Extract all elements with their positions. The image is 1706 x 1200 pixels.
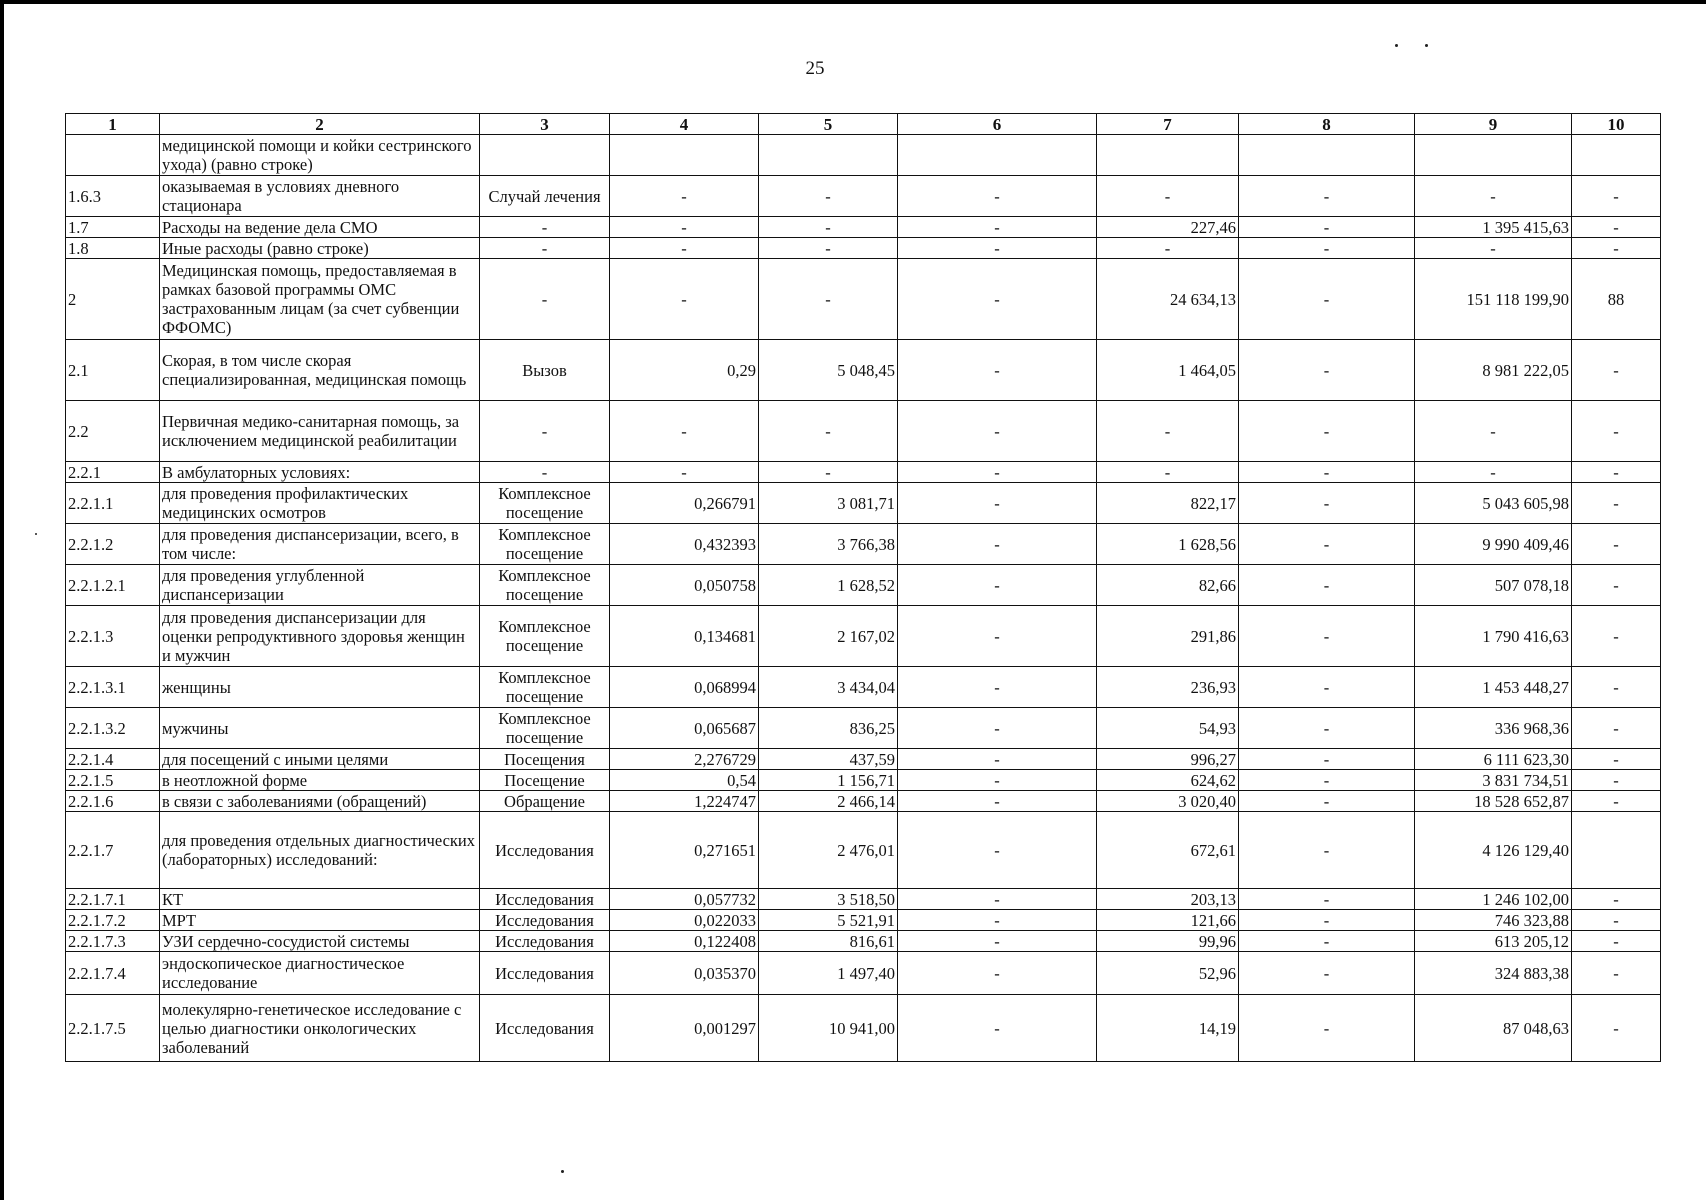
col-8-value: - [1239,708,1415,749]
report-table [65,113,1661,1062]
table-row [66,667,1661,708]
col-6-value: - [898,401,1097,462]
scan-speck [35,533,37,535]
col-4-value: 0,266791 [610,483,759,524]
table-row [66,217,1661,238]
row-code: 2.2.1.2.1 [66,565,160,606]
col-5-value: 1 628,52 [759,565,898,606]
unit-of-measure: - [480,462,610,483]
col-9-value: 613 205,12 [1415,931,1572,952]
col-8-value: - [1239,176,1415,217]
col-5-value: - [759,217,898,238]
row-code: 2.2.1.7.2 [66,910,160,931]
col-5-value: - [759,259,898,340]
col-6-value [898,135,1097,176]
row-code: 1.8 [66,238,160,259]
column-header: 2 [160,114,480,135]
table-row [66,708,1661,749]
col-7-value: 1 628,56 [1097,524,1239,565]
col-9-value: 151 118 199,90 [1415,259,1572,340]
col-4-value: 0,29 [610,340,759,401]
column-header: 6 [898,114,1097,135]
col-9-value: 9 990 409,46 [1415,524,1572,565]
col-8-value: - [1239,565,1415,606]
col-10-value: - [1572,749,1661,770]
table-row [66,135,1661,176]
row-code: 2.2.1 [66,462,160,483]
row-code: 2.2.1.3 [66,606,160,667]
col-5-value: 3 518,50 [759,889,898,910]
row-code: 2.2.1.7.5 [66,995,160,1062]
col-4-value: 0,122408 [610,931,759,952]
col-4-value [610,135,759,176]
col-8-value: - [1239,340,1415,401]
col-5-value: - [759,238,898,259]
unit-of-measure [480,135,610,176]
col-8-value: - [1239,749,1415,770]
col-4-value: 0,271651 [610,812,759,889]
table-row [66,812,1661,889]
col-8-value: - [1239,889,1415,910]
col-4-value: - [610,217,759,238]
col-8-value: - [1239,910,1415,931]
col-5-value: 2 167,02 [759,606,898,667]
column-header: 5 [759,114,898,135]
col-9-value: 1 790 416,63 [1415,606,1572,667]
col-6-value: - [898,667,1097,708]
col-5-value: 2 466,14 [759,791,898,812]
scan-speck [1395,44,1398,47]
col-10-value: - [1572,176,1661,217]
col-4-value: 0,432393 [610,524,759,565]
row-code: 2.1 [66,340,160,401]
col-4-value: - [610,238,759,259]
table-row [66,462,1661,483]
table-row [66,749,1661,770]
col-4-value: - [610,462,759,483]
col-9-value: 507 078,18 [1415,565,1572,606]
col-10-value: - [1572,524,1661,565]
unit-of-measure: Комплексное посещение [480,524,610,565]
row-code: 1.6.3 [66,176,160,217]
table-row [66,889,1661,910]
col-5-value: 836,25 [759,708,898,749]
col-5-value: 5 048,45 [759,340,898,401]
col-4-value: 2,276729 [610,749,759,770]
column-header: 7 [1097,114,1239,135]
col-4-value: 0,001297 [610,995,759,1062]
table-row [66,401,1661,462]
row-name: КТ [160,889,480,910]
col-6-value: - [898,340,1097,401]
col-6-value: - [898,217,1097,238]
unit-of-measure: Случай лечения [480,176,610,217]
unit-of-measure: Комплексное посещение [480,708,610,749]
col-7-value: 121,66 [1097,910,1239,931]
col-7-value: 672,61 [1097,812,1239,889]
col-8-value: - [1239,524,1415,565]
table-row [66,791,1661,812]
row-code: 2.2.1.6 [66,791,160,812]
col-8-value: - [1239,259,1415,340]
col-6-value: - [898,889,1097,910]
column-header: 8 [1239,114,1415,135]
col-4-value: - [610,176,759,217]
col-10-value: - [1572,565,1661,606]
col-8-value: - [1239,995,1415,1062]
row-code: 2.2.1.1 [66,483,160,524]
row-name: оказываемая в условиях дневного стационара [160,176,480,217]
col-10-value: - [1572,791,1661,812]
row-name: УЗИ сердечно-сосудистой системы [160,931,480,952]
row-name: Медицинская помощь, предоставляемая в рамках базовой программы ОМС застрахованным лицам (за счет субвенции ФФОМС) [160,259,480,340]
col-10-value: - [1572,217,1661,238]
col-8-value: - [1239,462,1415,483]
col-10-value: - [1572,952,1661,995]
col-6-value: - [898,606,1097,667]
unit-of-measure: - [480,259,610,340]
col-10-value: - [1572,462,1661,483]
col-5-value: - [759,401,898,462]
table-row [66,931,1661,952]
col-4-value: 0,057732 [610,889,759,910]
column-header: 3 [480,114,610,135]
col-8-value: - [1239,217,1415,238]
col-9-value: 4 126 129,40 [1415,812,1572,889]
col-9-value: 6 111 623,30 [1415,749,1572,770]
col-10-value: - [1572,401,1661,462]
row-code: 2.2.1.7.3 [66,931,160,952]
row-code: 2.2.1.4 [66,749,160,770]
col-4-value: 0,54 [610,770,759,791]
col-10-value: - [1572,667,1661,708]
scan-speck [1425,44,1428,47]
table-row [66,340,1661,401]
row-code: 2.2.1.5 [66,770,160,791]
col-9-value: 87 048,63 [1415,995,1572,1062]
row-name: для проведения углубленной диспансеризации [160,565,480,606]
col-6-value: - [898,770,1097,791]
col-5-value: 816,61 [759,931,898,952]
col-10-value: - [1572,483,1661,524]
col-4-value: 0,050758 [610,565,759,606]
table-row [66,483,1661,524]
row-name: эндоскопическое диагностическое исследование [160,952,480,995]
unit-of-measure: - [480,217,610,238]
col-7-value: 227,46 [1097,217,1239,238]
row-code: 2.2.1.7.1 [66,889,160,910]
col-7-value: 291,86 [1097,606,1239,667]
col-6-value: - [898,238,1097,259]
col-7-value: 236,93 [1097,667,1239,708]
col-5-value: 5 521,91 [759,910,898,931]
unit-of-measure: Комплексное посещение [480,565,610,606]
col-8-value [1239,135,1415,176]
col-6-value: - [898,565,1097,606]
col-9-value [1415,135,1572,176]
unit-of-measure: Обращение [480,791,610,812]
row-name: мужчины [160,708,480,749]
col-8-value: - [1239,606,1415,667]
col-8-value: - [1239,483,1415,524]
row-name: медицинской помощи и койки сестринского ухода) (равно строке) [160,135,480,176]
col-10-value: - [1572,708,1661,749]
table-row [66,524,1661,565]
row-code: 2.2.1.3.2 [66,708,160,749]
col-8-value: - [1239,667,1415,708]
col-6-value: - [898,259,1097,340]
col-7-value: 52,96 [1097,952,1239,995]
table-row [66,995,1661,1062]
col-9-value: 336 968,36 [1415,708,1572,749]
row-code: 2.2.1.3.1 [66,667,160,708]
col-7-value: 24 634,13 [1097,259,1239,340]
col-4-value: 0,022033 [610,910,759,931]
unit-of-measure: Посещения [480,749,610,770]
col-8-value: - [1239,952,1415,995]
column-header: 4 [610,114,759,135]
col-6-value: - [898,931,1097,952]
col-4-value: 0,134681 [610,606,759,667]
col-7-value: 203,13 [1097,889,1239,910]
row-name: для проведения отдельных диагностических (лабораторных) исследований: [160,812,480,889]
col-4-value: 1,224747 [610,791,759,812]
col-7-value: 3 020,40 [1097,791,1239,812]
col-7-value [1097,135,1239,176]
table-body [66,135,1661,1062]
row-name: для посещений с иными целями [160,749,480,770]
col-7-value: 1 464,05 [1097,340,1239,401]
col-9-value: 1 395 415,63 [1415,217,1572,238]
col-10-value: - [1572,889,1661,910]
col-5-value: 3 766,38 [759,524,898,565]
col-7-value: - [1097,238,1239,259]
row-name: В амбулаторных условиях: [160,462,480,483]
col-9-value: 18 528 652,87 [1415,791,1572,812]
row-code: 2.2.1.7.4 [66,952,160,995]
col-9-value: 3 831 734,51 [1415,770,1572,791]
row-code: 2.2.1.7 [66,812,160,889]
col-5-value: 437,59 [759,749,898,770]
unit-of-measure: - [480,401,610,462]
col-8-value: - [1239,401,1415,462]
col-6-value: - [898,791,1097,812]
col-5-value: 1 497,40 [759,952,898,995]
col-6-value: - [898,462,1097,483]
unit-of-measure: Исследования [480,910,610,931]
header-row [66,114,1661,135]
unit-of-measure: Исследования [480,812,610,889]
table-row [66,176,1661,217]
col-6-value: - [898,995,1097,1062]
col-5-value: 3 434,04 [759,667,898,708]
column-header: 9 [1415,114,1572,135]
unit-of-measure: Исследования [480,952,610,995]
col-4-value: 0,035370 [610,952,759,995]
col-7-value: 996,27 [1097,749,1239,770]
col-9-value: 1 453 448,27 [1415,667,1572,708]
unit-of-measure: Исследования [480,889,610,910]
col-8-value: - [1239,812,1415,889]
col-4-value: 0,065687 [610,708,759,749]
unit-of-measure: Комплексное посещение [480,483,610,524]
col-7-value: 624,62 [1097,770,1239,791]
column-header: 1 [66,114,160,135]
col-9-value: - [1415,401,1572,462]
unit-of-measure: Исследования [480,995,610,1062]
page-number: 25 [805,58,825,79]
col-7-value: - [1097,176,1239,217]
col-5-value: 10 941,00 [759,995,898,1062]
row-name: Первичная медико-санитарная помощь, за исключением медицинской реабилитации [160,401,480,462]
row-name: для проведения диспансеризации для оценки репродуктивного здоровья женщин и мужчин [160,606,480,667]
col-5-value: 2 476,01 [759,812,898,889]
col-4-value: - [610,401,759,462]
col-10-value: - [1572,995,1661,1062]
col-5-value: - [759,176,898,217]
col-10-value: - [1572,238,1661,259]
table-row [66,770,1661,791]
col-10-value: - [1572,340,1661,401]
scan-speck [561,1170,564,1173]
col-10-value: - [1572,910,1661,931]
col-10-value: - [1572,606,1661,667]
col-7-value: - [1097,401,1239,462]
unit-of-measure: Комплексное посещение [480,667,610,708]
col-5-value: - [759,462,898,483]
col-6-value: - [898,176,1097,217]
row-name: Расходы на ведение дела СМО [160,217,480,238]
col-9-value: - [1415,238,1572,259]
row-name: молекулярно-генетическое исследование с целью диагностики онкологических заболеваний [160,995,480,1062]
row-code [66,135,160,176]
col-10-value: - [1572,770,1661,791]
col-9-value: 5 043 605,98 [1415,483,1572,524]
col-8-value: - [1239,238,1415,259]
row-name: для проведения диспансеризации, всего, в том числе: [160,524,480,565]
col-6-value: - [898,483,1097,524]
col-7-value: 822,17 [1097,483,1239,524]
row-name: Скорая, в том числе скорая специализированная, медицинская помощь [160,340,480,401]
row-name: МРТ [160,910,480,931]
table-row [66,259,1661,340]
table-row [66,565,1661,606]
column-header: 10 [1572,114,1661,135]
row-name: в неотложной форме [160,770,480,791]
col-10-value: 88 [1572,259,1661,340]
col-8-value: - [1239,931,1415,952]
col-6-value: - [898,812,1097,889]
row-code: 2 [66,259,160,340]
col-9-value: - [1415,176,1572,217]
col-8-value: - [1239,791,1415,812]
col-7-value: 54,93 [1097,708,1239,749]
col-5-value: 1 156,71 [759,770,898,791]
row-name: Иные расходы (равно строке) [160,238,480,259]
unit-of-measure: Исследования [480,931,610,952]
row-code: 1.7 [66,217,160,238]
unit-of-measure: Посещение [480,770,610,791]
col-8-value: - [1239,770,1415,791]
row-code: 2.2.1.2 [66,524,160,565]
col-6-value: - [898,952,1097,995]
col-10-value [1572,135,1661,176]
row-code: 2.2 [66,401,160,462]
col-9-value: 8 981 222,05 [1415,340,1572,401]
col-9-value: - [1415,462,1572,483]
unit-of-measure: - [480,238,610,259]
col-7-value: 99,96 [1097,931,1239,952]
col-5-value [759,135,898,176]
row-name: в связи с заболеваниями (обращений) [160,791,480,812]
unit-of-measure: Вызов [480,340,610,401]
col-6-value: - [898,749,1097,770]
col-7-value: 14,19 [1097,995,1239,1062]
col-6-value: - [898,524,1097,565]
unit-of-measure: Комплексное посещение [480,606,610,667]
col-9-value: 324 883,38 [1415,952,1572,995]
col-10-value: - [1572,931,1661,952]
col-6-value: - [898,910,1097,931]
row-name: для проведения профилактических медицинских осмотров [160,483,480,524]
col-7-value: 82,66 [1097,565,1239,606]
row-name: женщины [160,667,480,708]
col-10-value [1572,812,1661,889]
col-4-value: 0,068994 [610,667,759,708]
col-9-value: 1 246 102,00 [1415,889,1572,910]
table-row [66,606,1661,667]
col-4-value: - [610,259,759,340]
col-7-value: - [1097,462,1239,483]
col-6-value: - [898,708,1097,749]
table-row [66,238,1661,259]
table-row [66,952,1661,995]
col-9-value: 746 323,88 [1415,910,1572,931]
col-5-value: 3 081,71 [759,483,898,524]
table-row [66,910,1661,931]
